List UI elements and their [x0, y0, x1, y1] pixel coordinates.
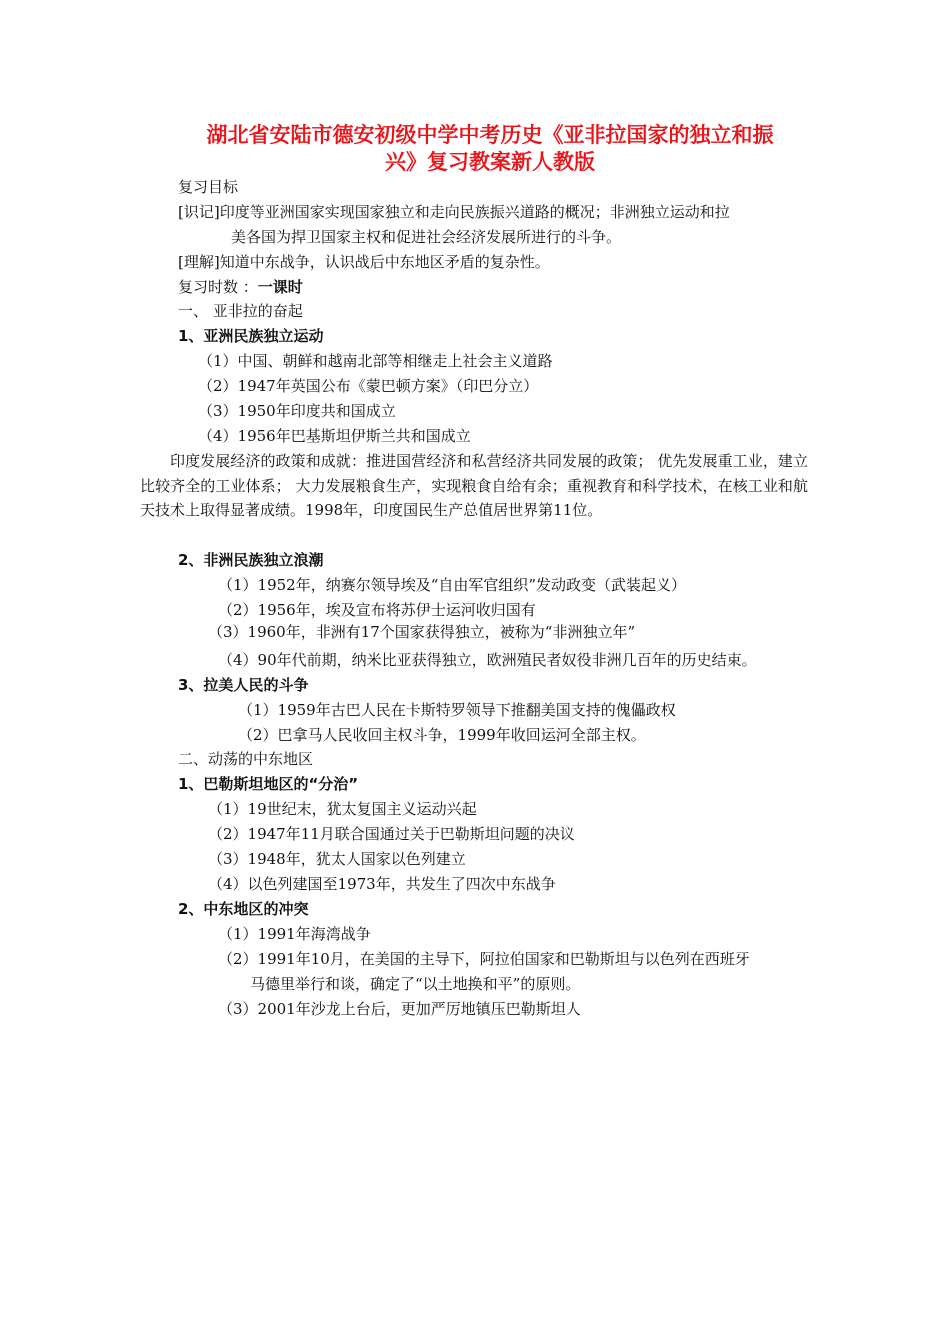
- latin-america-item-2: （2）巴拿马人民收回主权斗争，1999年收回运河全部主权。: [238, 726, 646, 744]
- latin-america-heading: 3、拉美人民的斗争: [178, 676, 309, 694]
- mideast-conflict-item-2-cont: 马德里举行和谈，确定了“以土地换和平”的原则。: [250, 975, 581, 993]
- palestine-item-3: （3）1948年，犹太人国家以色列建立: [208, 850, 466, 868]
- goals-understand: [理解]知道中东战争，认识战后中东地区矛盾的复杂性。: [178, 253, 550, 271]
- africa-heading: 2、非洲民族独立浪潮: [178, 551, 324, 569]
- document-title-line-2: 兴》复习教案新人教版: [385, 150, 595, 174]
- review-hours-label: 复习时数 ：: [178, 278, 258, 296]
- mideast-conflict-item-1: （1）1991年海湾战争: [218, 925, 371, 943]
- mideast-conflict-heading: 2、中东地区的冲突: [178, 900, 309, 918]
- palestine-heading: 1、巴勒斯坦地区的“分治”: [178, 775, 359, 793]
- part1-heading: 一、 亚非拉的奋起: [178, 302, 303, 320]
- review-hours-value: 一课时: [257, 278, 303, 296]
- india-economy-paragraph: 印度发展经济的政策和成就：推进国营经济和私营经济共同发展的政策； 优先发展重工业，建立比较齐全的工业体系； 大力发展粮食生产，实现粮食自给有余；重视教育和科学技术，在核工业和航天技术上取得显著成绩。1998年，印度国民生产总值居世界第11位。: [140, 452, 808, 519]
- goals-heading: 复习目标: [178, 178, 239, 196]
- part2-heading: 二、动荡的中东地区: [178, 750, 314, 768]
- mideast-conflict-item-3: （3）2001年沙龙上台后，更加严厉地镇压巴勒斯坦人: [218, 1000, 581, 1018]
- asia-item-4: （4）1956年巴基斯坦伊斯兰共和国成立: [198, 427, 471, 445]
- africa-item-1: （1）1952年，纳赛尔领导埃及“自由军官组织”发动政变（武装起义）: [218, 576, 687, 594]
- africa-item-4: （4）90年代前期，纳米比亚获得独立，欧洲殖民者奴役非洲几百年的历史结束。: [218, 651, 757, 669]
- latin-america-item-1: （1）1959年古巴人民在卡斯特罗领导下推翻美国支持的傀儡政权: [238, 701, 676, 719]
- asia-heading: 1、亚洲民族独立运动: [178, 327, 324, 345]
- palestine-item-2: （2）1947年11月联合国通过关于巴勒斯坦问题的决议: [208, 825, 575, 843]
- palestine-item-1: （1）19世纪末，犹太复国主义运动兴起: [208, 800, 477, 818]
- palestine-item-4: （4）以色列建国至1973年，共发生了四次中东战争: [208, 875, 556, 893]
- goals-memorize-line-1: [识记]印度等亚洲国家实现国家独立和走向民族振兴道路的概况；非洲独立运动和拉: [178, 203, 730, 221]
- africa-item-3: （3）1960年，非洲有17个国家获得独立，被称为“非洲独立年”: [208, 623, 636, 641]
- africa-item-2: （2）1956年，埃及宣布将苏伊士运河收归国有: [218, 601, 536, 619]
- asia-item-2: （2）1947年英国公布《蒙巴顿方案》（印巴分立）: [198, 377, 539, 395]
- review-hours: [178, 277, 303, 297]
- asia-item-1: （1）中国、朝鲜和越南北部等相继走上社会主义道路: [198, 352, 553, 370]
- document-title-line-1: 湖北省安陆市德安初级中学中考历史《亚非拉国家的独立和振: [206, 123, 774, 147]
- goals-memorize-line-2: 美各国为捍卫国家主权和促进社会经济发展所进行的斗争。: [231, 228, 622, 246]
- mideast-conflict-item-2: （2）1991年10月，在美国的主导下，阿拉伯国家和巴勒斯坦与以色列在西班牙: [218, 950, 750, 968]
- asia-item-3: （3）1950年印度共和国成立: [198, 402, 396, 420]
